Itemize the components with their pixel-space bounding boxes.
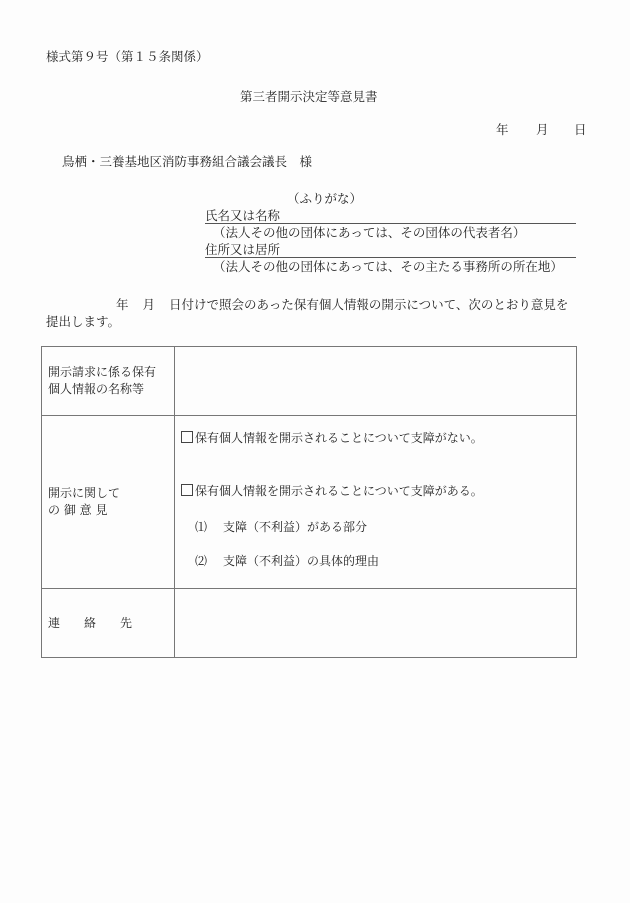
opinion-label xyxy=(42,416,175,589)
date-line xyxy=(496,122,587,138)
addressee: 鳥栖・三養基地区消防事務組合議会議長 様 xyxy=(62,154,313,169)
table-row-opinion xyxy=(42,416,577,589)
contact-label-char: 連 xyxy=(48,615,61,630)
table-row-info-name xyxy=(42,347,577,416)
body-text: 日付けで照会のあった保有個人情報の開示について、次のとおり意見を提出します。 xyxy=(46,297,569,329)
contact-label-char: 先 xyxy=(120,615,133,630)
table-row-contact xyxy=(42,589,577,658)
checkbox-icon[interactable] xyxy=(181,484,193,496)
sub-item-text: 支障（不利益）がある部分 xyxy=(223,520,368,534)
address-note: （法人その他の団体にあっては、その主たる事務所の所在地） xyxy=(213,259,563,274)
form-number: 様式第９号（第１５条関係） xyxy=(46,49,209,64)
option-no-objection[interactable] xyxy=(181,430,483,447)
info-name-label-line1: 開示請求に係る保有 xyxy=(48,365,157,379)
sub-item-number: ⑵ xyxy=(195,554,208,568)
date-month-label: 月 xyxy=(536,122,549,137)
contact-label xyxy=(42,589,175,658)
opinion-table xyxy=(41,346,577,658)
body-month: 月 xyxy=(142,297,156,312)
checkbox-icon[interactable] xyxy=(181,431,193,443)
sub-item-specific-reason xyxy=(195,553,379,570)
document-title: 第三者開示決定等意見書 xyxy=(240,89,378,104)
option-no-objection-text: 保有個人情報を開示されることについて支障がない。 xyxy=(195,431,483,445)
address-field[interactable] xyxy=(205,242,576,258)
name-note: （法人その他の団体にあっては、その団体の代表者名） xyxy=(213,225,526,240)
date-day-label: 日 xyxy=(574,122,587,137)
date-year-label: 年 xyxy=(496,122,509,137)
info-name-value[interactable] xyxy=(175,347,577,416)
body-paragraph xyxy=(46,296,578,330)
option-objection-text: 保有個人情報を開示されることについて支障がある。 xyxy=(195,484,483,498)
opinion-label-line2: の 御 意 見 xyxy=(48,503,108,517)
sub-item-number: ⑴ xyxy=(195,520,208,534)
address-label: 住所又は居所 xyxy=(205,242,281,257)
sub-item-affected-part xyxy=(195,519,367,536)
option-objection[interactable] xyxy=(181,483,483,500)
body-year: 年 xyxy=(116,297,129,312)
info-name-label-line2: 個人情報の名称等 xyxy=(48,382,145,396)
contact-label-char: 絡 xyxy=(84,615,97,630)
name-field[interactable] xyxy=(205,208,576,224)
opinion-label-line1: 開示に関して xyxy=(48,486,121,500)
opinion-cell xyxy=(175,416,577,589)
sub-item-text: 支障（不利益）の具体的理由 xyxy=(223,554,380,568)
name-label: 氏名又は名称 xyxy=(205,208,281,223)
furigana-label: （ふりがな） xyxy=(287,191,363,206)
contact-value[interactable] xyxy=(175,589,577,658)
info-name-label xyxy=(42,347,175,416)
